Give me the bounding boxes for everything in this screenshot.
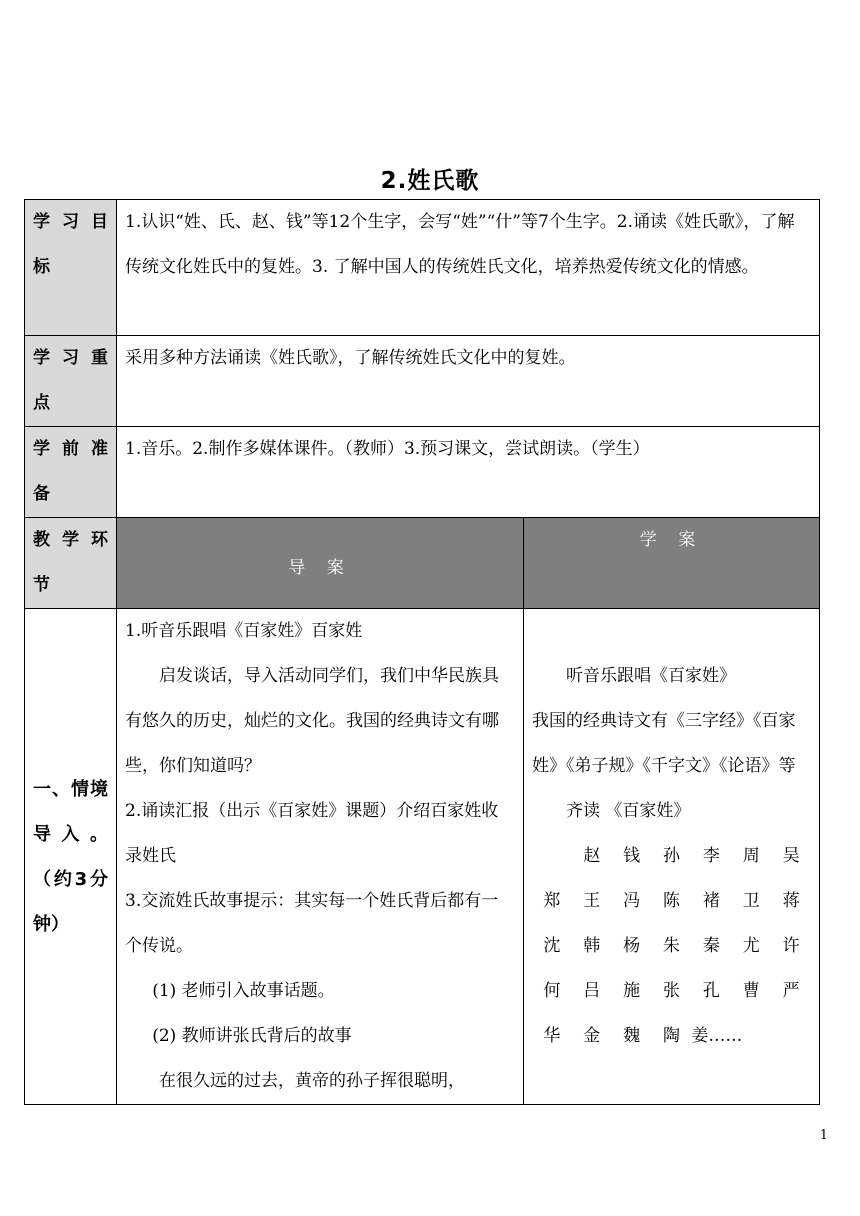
surname-cell: 吕 [583, 981, 601, 1001]
surname-cell: 沈 [543, 936, 561, 956]
surname-cell: 曹 [742, 981, 760, 1001]
surname-cell: 华 [543, 1026, 561, 1046]
surname-cell: 吴 [782, 846, 800, 866]
surname-cell: 蒋 [782, 891, 800, 911]
surname-cell: 何 [543, 981, 561, 1001]
learning-goals-text: 1.认识“姓、氏、赵、钱”等12个生字，会写“姓”“什”等7个生字。2.诵读《姓氏歌》，了解传统文化姓氏中的复姓。3. 了解中国人的传统姓氏文化，培养热爱传统文化的情感。 [117, 200, 820, 336]
guide-paragraph: 1.听音乐跟唱《百家姓》百家姓 [125, 621, 363, 641]
surname-cell: 魏 [623, 1026, 641, 1046]
row-teaching-header [25, 518, 820, 609]
surname-cell: 张 [662, 981, 680, 1001]
page-number: 1 [819, 1128, 828, 1143]
surname-cell: 赵 [583, 846, 601, 866]
label-line: 教 学 环 [33, 530, 108, 550]
guide-paragraph: (1) 老师引入故事话题。 [152, 981, 335, 1001]
header-study-label: 学 案 [639, 530, 704, 550]
surname-cell: 施 [623, 981, 641, 1001]
label-learning-goals [25, 200, 117, 336]
header-guide-plan [117, 518, 524, 609]
row-learning-goals [25, 200, 820, 336]
surname-grid [532, 834, 811, 1059]
label-learning-focus [25, 336, 117, 427]
section-intro-guide [117, 609, 524, 1105]
label-line: 学 习 目 [33, 212, 108, 232]
label-preparation [25, 427, 117, 518]
surname-cell: 朱 [662, 936, 680, 956]
label-line: 节 [33, 575, 50, 595]
section-intro-study [524, 609, 820, 1105]
label-line: 学 习 重 [33, 348, 108, 368]
row-learning-focus [25, 336, 820, 427]
surname-cell: 王 [583, 891, 601, 911]
surname-cell [532, 834, 572, 879]
surname-cell: 卫 [742, 891, 760, 911]
surname-cell: 尤 [742, 936, 760, 956]
surname-cell: 杨 [623, 936, 641, 956]
lesson-plan-table [24, 199, 820, 1105]
label-line: 备 [33, 484, 50, 504]
page-title: 2.姓氏歌 [380, 168, 480, 194]
label-line: 导 入 。 [33, 823, 108, 845]
surname-cell: 金 [583, 1026, 601, 1046]
surname-cell: 陶 [662, 1026, 680, 1046]
header-guide-label: 导 案 [288, 557, 352, 578]
surname-cell: 姜…… [691, 1026, 743, 1046]
surname-cell: 陈 [662, 891, 680, 911]
label-line: 标 [33, 257, 50, 277]
surname-cell: 严 [782, 981, 800, 1001]
surname-cell: 李 [702, 846, 720, 866]
surname-cell: 孙 [662, 846, 680, 866]
study-paragraph: 我国的经典诗文有《三字经》《百家姓》《弟子规》《千字文》《论语》等 [532, 711, 796, 776]
label-line: 一、情境 [33, 778, 108, 800]
preparation-text: 1.音乐。2.制作多媒体课件。（教师）3.预习课文，尝试朗读。（学生） [117, 427, 820, 518]
label-section-intro [25, 609, 117, 1105]
guide-paragraph: 3.交流姓氏故事提示：其实每一个姓氏背后都有一个传说。 [125, 891, 499, 956]
label-line: 钟） [33, 913, 69, 935]
label-line: （约3分 [33, 868, 108, 890]
study-paragraph: 齐读 《百家姓》 [566, 801, 691, 821]
guide-paragraph: 启发谈话，导入活动同学们，我们中华民族具有悠久的历史，灿烂的文化。我国的经典诗文有哪些，你们知道吗？ [125, 666, 499, 776]
label-line: 点 [33, 393, 50, 413]
label-teaching-stage [25, 518, 117, 609]
header-study-plan [524, 518, 820, 609]
guide-paragraph: 在很久远的过去，黄帝的孙子挥很聪明， [159, 1071, 465, 1091]
surname-cell: 秦 [702, 936, 720, 956]
label-line: 学 前 准 [33, 439, 108, 459]
surname-cell: 郑 [543, 891, 561, 911]
study-paragraph: 听音乐跟唱《百家姓》 [566, 666, 736, 686]
guide-paragraph: (2) 教师讲张氏背后的故事 [152, 1026, 352, 1046]
surname-cell: 褚 [702, 891, 720, 911]
surname-cell: 孔 [702, 981, 720, 1001]
learning-focus-text: 采用多种方法诵读《姓氏歌》，了解传统姓氏文化中的复姓。 [117, 336, 820, 427]
surname-cell: 冯 [623, 891, 641, 911]
surname-cell: 周 [742, 846, 760, 866]
surname-cell: 钱 [623, 846, 641, 866]
row-section-intro [25, 609, 820, 1105]
guide-paragraph: 2.诵读汇报（出示《百家姓》课题）介绍百家姓收录姓氏 [125, 801, 499, 866]
surname-cell: 韩 [583, 936, 601, 956]
spacer [532, 609, 811, 654]
surname-cell: 许 [782, 936, 800, 956]
row-preparation [25, 427, 820, 518]
